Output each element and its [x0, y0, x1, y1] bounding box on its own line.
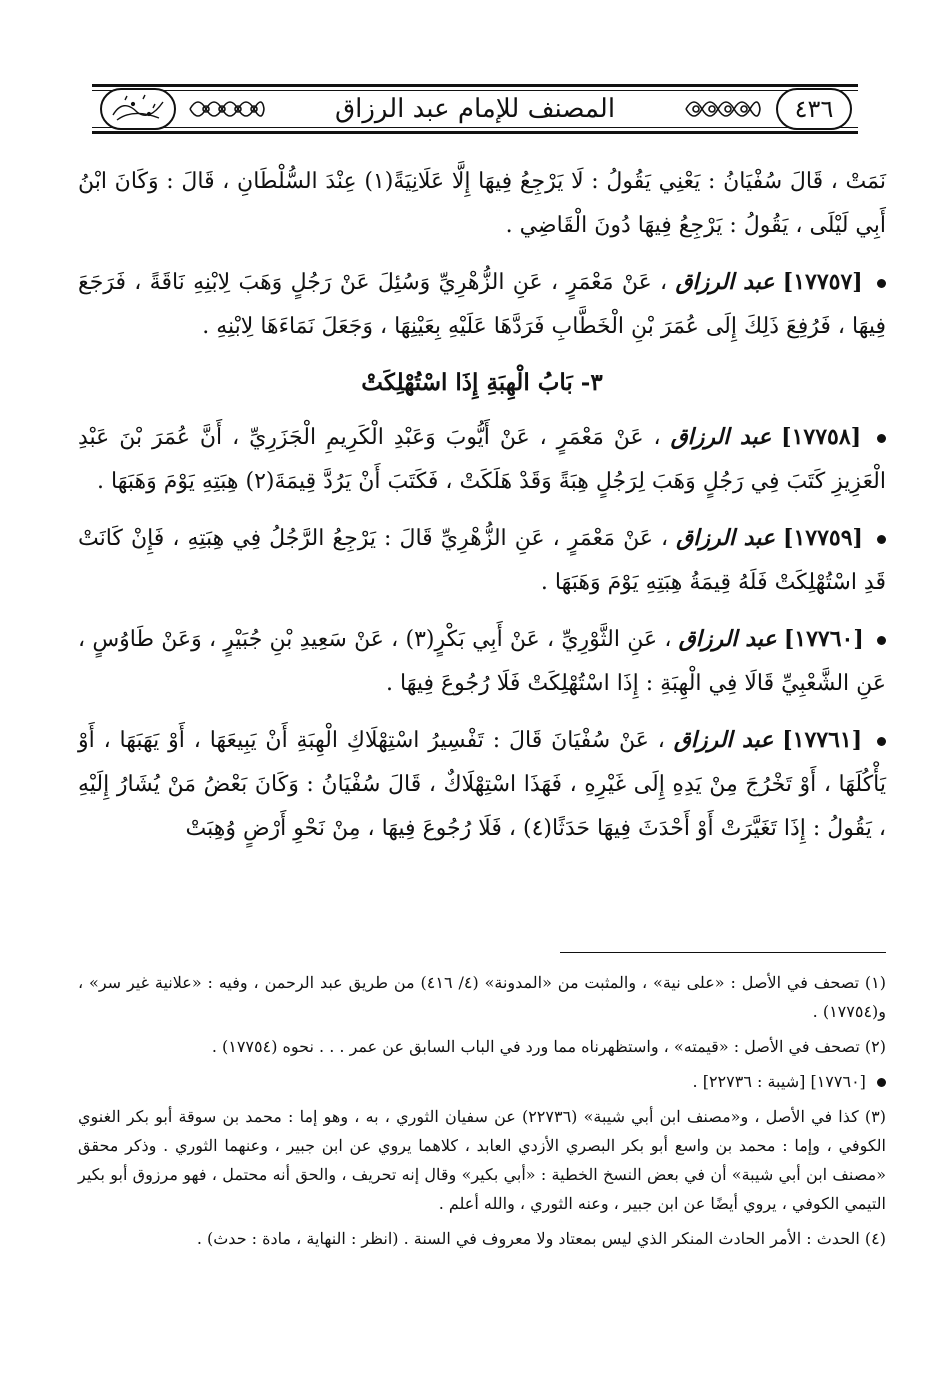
bullet-icon — [877, 1078, 886, 1087]
hadith-text: ، عَنْ مَعْمَرٍ ، عَنْ أَيُّوبَ وَعَبْدِ الْكَرِيمِ الْجَزَرِيِّ ، أَنَّ عُمَرَ بْنَ عَبْدِ الْعَزِيزِ كَتَبَ فِي رَجُلٍ وَهَبَ لِرَجُلٍ هِبَةً وَقَدْ هَلَكَتْ ، فَكَتَبَ أَنْ يَرُدَّ قِيمَةَ(٢) هِبَتِهِ يَوْمَ وَهَبَهَا . — [78, 425, 886, 494]
main-text — [78, 160, 886, 863]
author-name: عبد الرزاق — [673, 727, 774, 753]
footnote-4: (٤) الحدث : الأمر الحادث المنكر الذي ليس بمعتاد ولا معروف في السنة . (انظر : النهاية ، مادة : حدث) . — [196, 1229, 886, 1248]
hadith-number: [١٧٧٦٠] — [783, 626, 864, 652]
hadith-17760 — [78, 617, 886, 706]
footnote-1: (١) تصحف في الأصل : «على نية» ، والمثبت من «المدونة» (٤/ ٤١٦) من طريق عبد الرحمن ، وفيه : «علانية غير سر» ، و(١٧٧٥٤) . — [78, 973, 887, 1021]
hadith-text: ، عَنْ مَعْمَرٍ ، عَنِ الزُّهْرِيِّ وَسُئِلَ عَنْ رَجُلٍ وَهَبَ لِابْنِهِ نَاقَةً ، فَرَجَعَ فِيهَا ، فَرُفِعَ ذَلِكَ إِلَى عُمَرَ بْنِ الْخَطَّابِ فَرَدَّهَا عَلَيْهِ بِعَيْنِهَا ، وَجَعَلَ نَمَاءَهَا لِابْنِهِ . — [78, 270, 886, 339]
chapter-heading: ٣- بَابُ الْهِبَةِ إِذَا اسْتُهْلِكَتْ — [361, 369, 603, 396]
footnote-3: (٣) كذا في الأصل ، و«مصنف ابن أبي شيبة» (٢٢٧٣٦) عن سفيان الثوري ، به ، وهو إما : محمد بن سوقة أبو بكر الغنوي الكوفي ، وإما : محمد بن واسع أبو بكر البصري الأزدي العابد ، كلاهما يروي عن ابن جبير ، وعنهما الثوري . وذكر محقق «مصنف ابن أبي شيبة» أن في بعض النسخ الخطية : «أبي بكير» وقال إنه تحريف ، والحق أنه محتمل ، فهو مرزوق أبو بكير التيمي الكوفي ، يروي أيضًا عن ابن جبير ، وعنه الثوري ، والله أعلم . — [78, 1107, 886, 1213]
bullet-icon — [877, 535, 886, 544]
hadith-17761 — [78, 718, 886, 851]
hadith-number: [١٧٧٥٨] — [781, 424, 862, 450]
footnote-crossref-text: [١٧٧٦٠] [شيبة : ٢٢٧٣٦] . — [692, 1072, 866, 1091]
footnote-crossref — [78, 1067, 886, 1096]
header-ornament-left — [188, 93, 266, 125]
hadith-17757 — [78, 260, 886, 349]
footnote-divider — [560, 952, 886, 953]
author-name: عبد الرزاق — [675, 269, 775, 295]
hadith-number: [١٧٧٦١] — [782, 727, 863, 753]
page-number-badge: ٤٣٦ — [776, 88, 852, 130]
book-emblem — [100, 88, 176, 130]
footnotes — [78, 968, 886, 1259]
hadith-text: ، عَنْ مَعْمَرٍ ، عَنِ الزُّهْرِيِّ قَالَ : يَرْجِعُ الرَّجُلُ فِي هِبَتِهِ ، فَإِنْ كَانَتْ قَدِ اسْتُهْلِكَتْ فَلَهُ قِيمَةُ هِبَتِهِ يَوْمَ وَهَبَهَا . — [78, 526, 886, 595]
author-name: عبد الرزاق — [678, 626, 777, 652]
hadith-text: ، عَنْ سُفْيَانَ قَالَ : تَفْسِيرُ اسْتِهْلَاكِ الْهِبَةِ أَنْ يَبِيعَهَا ، أَوْ يَهَبَهَا ، أَوْ يَأْكُلَهَا ، أَوْ تَخْرُجَ مِنْ يَدِهِ إِلَى غَيْرِهِ ، فَهَذَا اسْتِهْلَاكٌ ، قَالَ سُفْيَانُ : وَكَانَ بَعْضُ مَنْ يُشَارُ إِلَيْهِ ، يَقُولُ : إِذَا تَغَيَّرَتْ أَوْ أَحْدَثَ فِيهَا حَدَثًا(٤) ، فَلَا رُجُوعَ فِيهَا ، مِنْ نَحْوِ أَرْضٍ وُهِبَتْ — [78, 728, 886, 841]
author-name: عبد الرزاق — [676, 525, 775, 551]
hadith-17758 — [78, 415, 886, 504]
hadith-text: ، عَنِ الثَّوْرِيِّ ، عَنْ أَبِي بَكْرٍ(٣) ، عَنْ سَعِيدِ بْنِ جُبَيْرٍ ، وَعَنْ طَاوُسٍ ، عَنِ الشَّعْبِيِّ قَالَا فِي الْهِبَةِ : إِذَا اسْتُهْلِكَتْ فَلَا رُجُوعَ فِيهَا . — [78, 627, 886, 696]
footnote-2: (٢) تصحف في الأصل : «قيمته» ، واستظهرناه مما ورد في الباب السابق عن عمر . . . نحوه (١٧٧٥٤) . — [211, 1037, 886, 1056]
paragraph-text: نَمَتْ ، قَالَ سُفْيَانُ : يَعْنِي يَقُولُ : لَا يَرْجِعُ فِيهَا إِلَّا عَلَانِيَةً(١) عِنْدَ السُّلْطَانِ ، قَالَ : وَكَانَ ابْنُ أَبِي لَيْلَى ، يَقُولُ : يَرْجِعُ فِيهَا دُونَ الْقَاضِي . — [78, 169, 886, 238]
bullet-icon — [877, 636, 886, 645]
header-ornament-right — [684, 93, 762, 125]
book-emblem-icon — [103, 90, 173, 128]
bullet-icon — [877, 434, 886, 443]
hadith-number: [١٧٧٥٧] — [782, 269, 863, 295]
page-header — [92, 84, 858, 134]
hadith-number: [١٧٧٥٩] — [783, 525, 863, 551]
running-title: المصنف للإمام عبد الرزاق — [334, 94, 616, 124]
author-name: عبد الرزاق — [670, 424, 772, 450]
hadith-17759 — [78, 516, 886, 605]
bullet-icon — [877, 279, 886, 288]
paragraph-continuation — [78, 160, 886, 248]
bullet-icon — [877, 737, 886, 746]
